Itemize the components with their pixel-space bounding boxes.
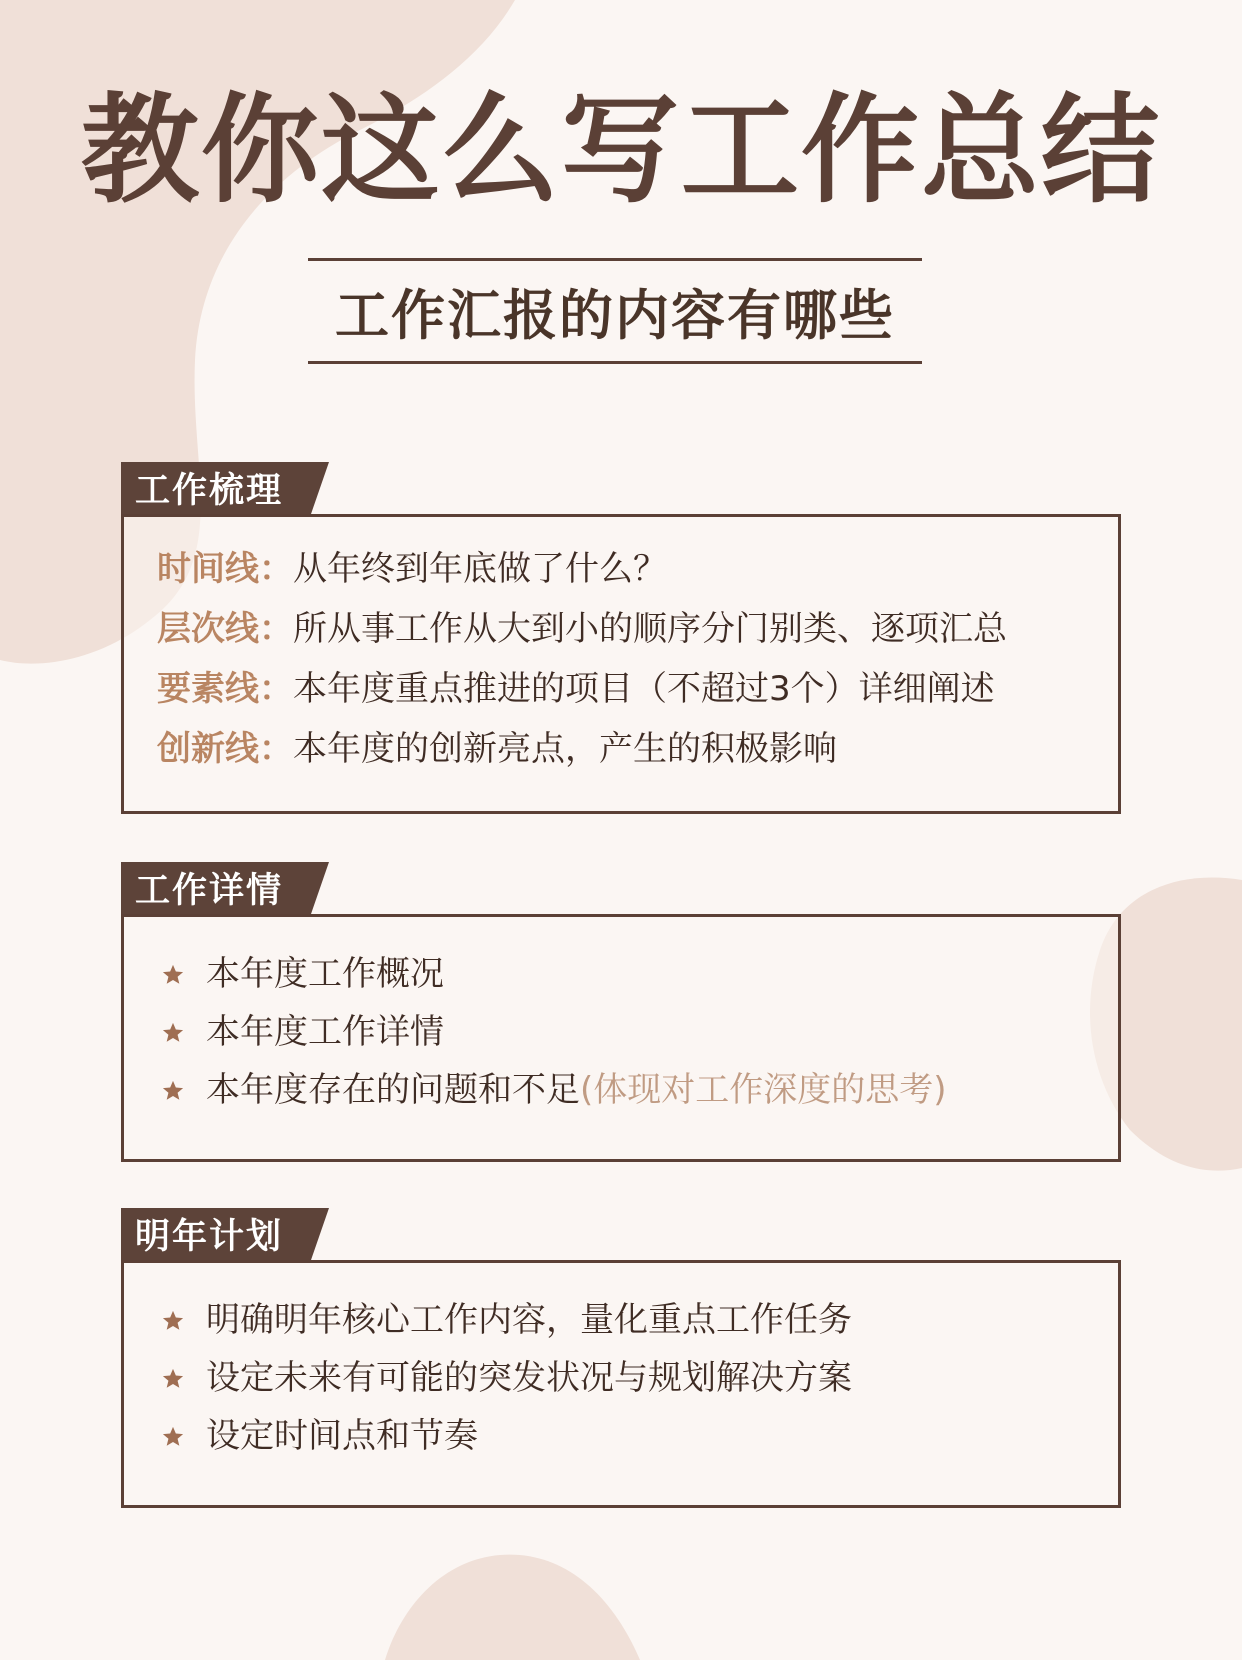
section-tab: 工作详情 [121,862,311,914]
section-box [121,514,1121,814]
row-label: 时间线： [157,549,293,589]
row-text: 本年度重点推进的项目（不超过3个）详细阐述 [293,669,995,709]
section-tab: 明年计划 [121,1208,311,1260]
bullet-text: 本年度工作详情 [206,1012,444,1052]
tab-slant [311,1208,329,1260]
section-tab: 工作梳理 [121,462,311,514]
star-icon [162,964,184,986]
timeline-row [157,547,667,591]
level-row [157,607,1007,651]
bullet-text-with-note [206,1068,947,1112]
row-label: 要素线： [157,669,293,709]
section-box [121,914,1121,1162]
bullet-text: 设定未来有可能的突发状况与规划解决方案 [206,1358,852,1398]
bullet-text: 明确明年核心工作内容，量化重点工作任务 [206,1300,852,1340]
star-icon [162,1022,184,1044]
subtitle-frame [308,258,922,364]
star-icon [162,1310,184,1332]
row-label: 创新线： [157,729,293,769]
tab-slant [311,462,329,514]
row-text: 所从事工作从大到小的顺序分门别类、逐项汇总 [293,609,1007,649]
star-icon [162,1426,184,1448]
row-text: 本年度的创新亮点，产生的积极影响 [293,729,837,769]
bullet-text: 本年度存在的问题和不足 [206,1070,580,1110]
section-next-year-plan [121,1208,1121,1508]
bullet-text: 设定时间点和节奏 [206,1416,478,1456]
element-row [157,667,995,711]
bullet-text: 本年度工作概况 [206,954,444,994]
innovation-row [157,727,837,771]
star-icon [162,1368,184,1390]
section-work-review [121,462,1121,814]
row-label: 层次线： [157,609,293,649]
bullet-note: (体现对工作深度的思考) [580,1070,947,1110]
bottom-blob [385,1555,640,1660]
tab-slant [311,862,329,914]
star-icon [162,1080,184,1102]
page-subtitle: 工作汇报的内容有哪些 [335,283,895,347]
page-title: 教你这么写工作总结 [80,81,1161,219]
section-box [121,1260,1121,1508]
section-work-details [121,862,1121,1162]
row-text: 从年终到年底做了什么？ [293,549,667,589]
